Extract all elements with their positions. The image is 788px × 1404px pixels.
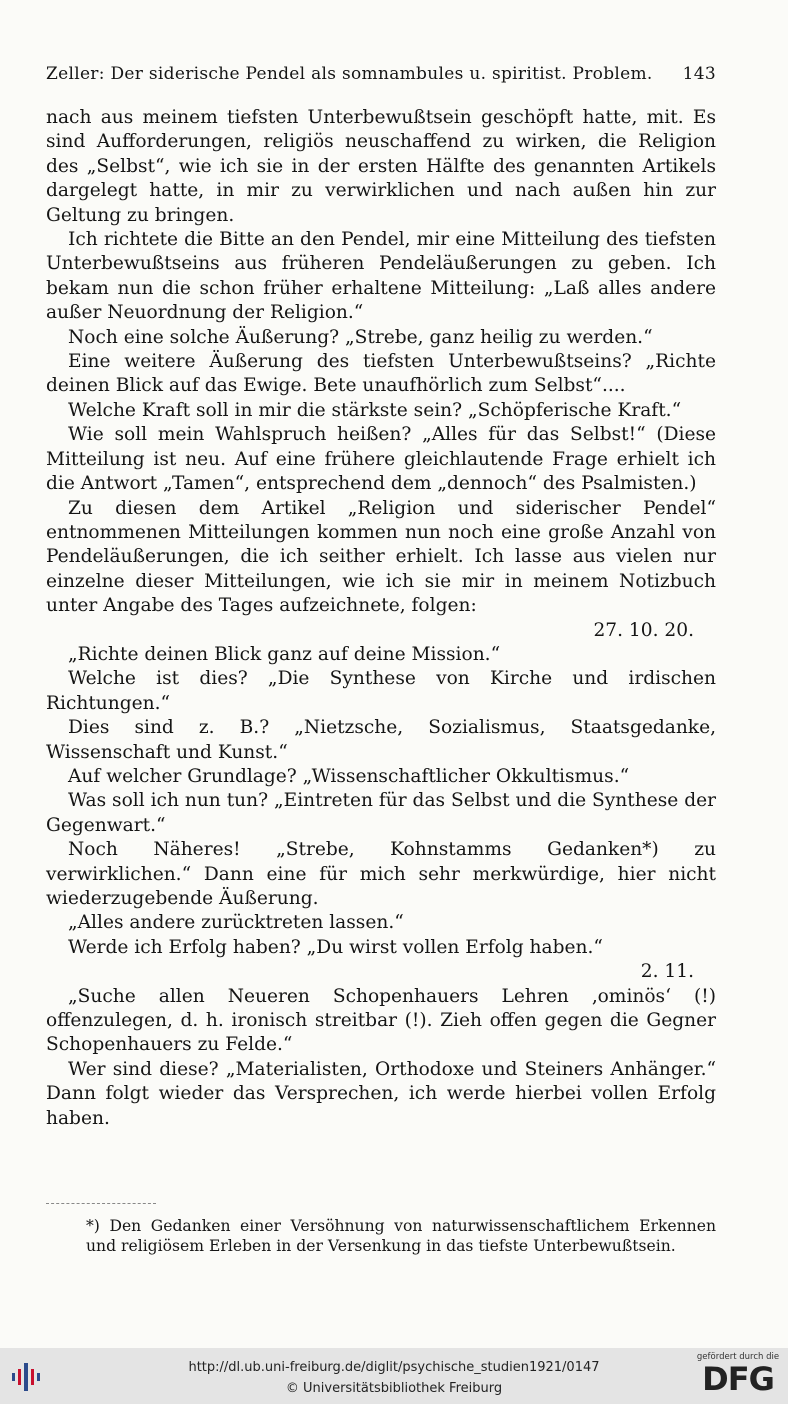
paragraph: „Suche allen Neueren Schopenhauers Lehren ‚ominös‘ (!) offenzulegen, d. h. ironisch streitbar (!). Zieh offen gegen die Gegner Schopenhauers zu Felde.“ [46,985,716,1056]
footnote-text: *) Den Gedanken einer Versöhnung von naturwissenschaftlichem Erkennen und religiösem Erleben in der Versenkung in das tiefste Unterbewußtsein. [86,1217,716,1255]
paragraph: Zu diesen dem Artikel „Religion und siderischer Pendel“ entnommenen Mitteilungen kommen nun noch eine große Anzahl von Pendeläußerungen, die ich seither erhielt. Ich lasse aus vielen nur einzelne dieser Mitteilungen, wie ich sie mir in meinem Notizbuch unter Angabe des Tages aufzeichnete, folgen: [46,497,716,617]
paragraph: „Alles andere zurücktreten lassen.“ [68,912,404,934]
body-text [46,106,716,1131]
dfg-wordmark: DFG [702,1360,774,1398]
paragraph: Noch Näheres! „Strebe, Kohnstamms Gedanken*) zu verwirklichen.“ Dann eine für mich sehr merkwürdige, hier nicht wiederzugebende Äußerung. [46,839,716,909]
dfg-caption: gefördert durch die [696,1352,780,1362]
dfg-logo [696,1352,780,1400]
paragraph: Werde ich Erfolg haben? „Du wirst vollen Erfolg haben.“ [68,936,603,958]
paragraph: Auf welcher Grundlage? „Wissenschaftlicher Okkultismus.“ [68,765,630,787]
paragraph: Wie soll mein Wahlspruch heißen? „Alles für das Selbst!“ (Diese Mitteilung ist neu. Auf eine frühere gleichlautende Frage erhielt ich die Antwort „Tamen“, entsprechend dem „dennoch“ des Psalmisten.) [46,424,716,495]
paragraph: Dies sind z. B.? „Nietzsche, Sozialismus, Staatsgedanke, Wissenschaft und Kunst.“ [46,717,716,763]
page-number: 143 [682,64,716,84]
footnote-separator [46,1203,156,1204]
paragraph: Welche ist dies? „Die Synthese von Kirche und irdischen Richtungen.“ [46,668,716,714]
source-url[interactable]: http://dl.ub.uni-freiburg.de/diglit/psychische_studien1921/0147 [188,1360,600,1375]
paragraph: „Richte deinen Blick ganz auf deine Mission.“ [68,643,501,665]
paragraph: nach aus meinem tiefsten Unterbewußtsein geschöpft hatte, mit. Es sind Aufforderungen, religiös neuschaffend zu wirken, die Religion des „Selbst“, wie ich sie in der ersten Hälfte des genannten Artikels dargelegt hatte, in mir zu verwirklichen und nach außen hin zur Geltung zu bringen. [46,107,716,226]
paragraph: Eine weitere Äußerung des tiefsten Unterbewußtseins? „Richte deinen Blick auf das Ewige. Bete unaufhörlich zum Selbst“.... [46,351,716,397]
copyright-notice: © Universitätsbibliothek Freiburg [285,1381,503,1396]
running-header [46,64,716,84]
date-line: 27. 10. 20. [593,619,694,641]
paragraph: Was soll ich nun tun? „Eintreten für das Selbst und die Synthese der Gegenwart.“ [46,790,716,836]
paragraph: Noch eine solche Äußerung? „Strebe, ganz heilig zu werden.“ [68,326,653,348]
paragraph: Wer sind diese? „Materialisten, Orthodoxe und Steiners Anhänger.“ Dann folgt wieder das Versprechen, ich werde hierbei vollen Erfolg haben. [46,1058,716,1129]
paragraph: Ich richtete die Bitte an den Pendel, mir eine Mitteilung des tiefsten Unterbewußtseins aus früheren Pendeläußerungen zu geben. Ich bekam nun die schon früher erhaltene Mitteilung: „Laß alles andere außer Neuordnung der Religion.“ [46,229,716,324]
paragraph: Welche Kraft soll in mir die stärkste sein? „Schöpferische Kraft.“ [68,399,682,421]
viewer-footer [0,1348,788,1404]
date-line: 2. 11. [640,961,694,983]
footnote [46,1216,716,1256]
running-title: Zeller: Der siderische Pendel als somnambules u. spiritist. Problem. [46,64,653,84]
